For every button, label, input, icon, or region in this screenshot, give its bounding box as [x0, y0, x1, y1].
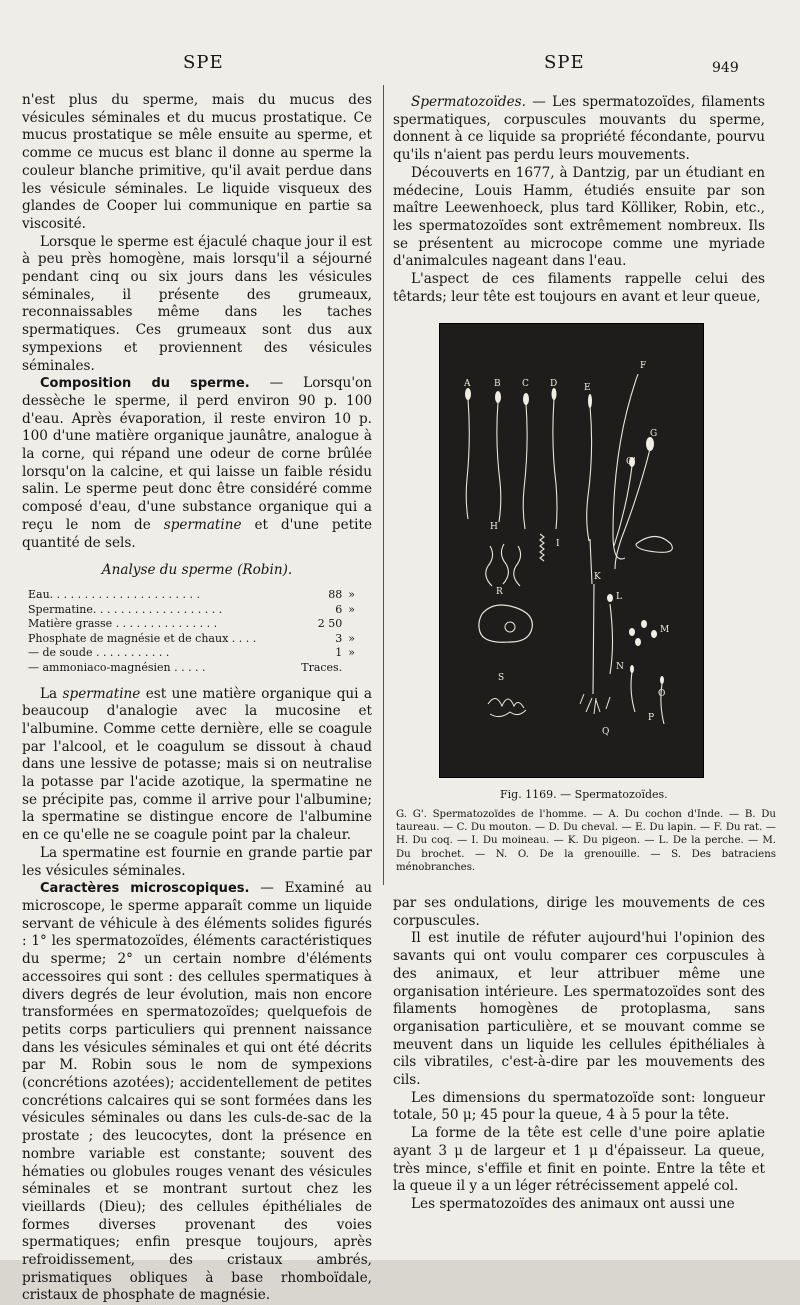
analysis-unit: » [348, 631, 355, 645]
page-number: 949 [712, 60, 739, 76]
figure-label: G [650, 429, 658, 439]
spermatozoides-text: — Les spermatozoïdes, filaments spermatiques, corpuscules mouvants du sperme, donnent à ce liquide sa propriété fécondante, pourvu qu'ils n'aient pas perdu leurs mouvements. [393, 94, 765, 164]
analysis-label: — ammoniaco-magnésien . . . . . [28, 660, 206, 674]
figure-label: M [660, 625, 670, 635]
analysis-title-source: (Robin). [232, 562, 293, 579]
sperm-r-cell [479, 605, 532, 642]
figure-caption: Fig. 1169. — Spermatozoïdes. [500, 788, 668, 801]
sperm-r-nucleus [505, 622, 515, 632]
analysis-row [28, 588, 370, 603]
caracteres-text: — Examiné au microscope, le sperme apparaît comme un liquide servant de véhicule à des éléments solides figurés : 1° les spermatozoïdes, éléments caractéristiques du sperme; 2° un certain nombre d'éléments accessoires qui sont : des cellules spermatiques à divers degrés de leur évolution, mais non encore transformées en spermatozoïdes; quelquefois de petits corps particuliers qui prennent naissance dans les vésicules séminales et qui ont été décrits par M. Robin sous le nom de sympexions (concrétions azotées); accidentellement de petites concrétions calcaires qui se sont formées dans les vésicules séminales ou dans les culs-de-sac de la prostate ; des leucocytes, dont la présence en nombre variable est constante; souvent des hématies ou globules rouges venant des vésicules séminales et se montrant surtout chez les vieillards (Dieu); des cellules épithéliales de formes diverses provenant des voies spermatiques; enfin presque toujours, après refroidissement, des cristaux ambrés, prismatiques obliques à base rhomboïdale, cristaux de phosphate de magnésie. [22, 880, 372, 1304]
analysis-value: 3 [335, 631, 343, 645]
sperm-m-head-2 [641, 620, 647, 628]
sperm-d-head [552, 388, 557, 400]
right-column-bottom [393, 895, 765, 1214]
analysis-row [28, 646, 370, 661]
analysis-row [28, 661, 370, 676]
analysis-label: Eau. . . . . . . . . . . . . . . . . . . . . . [28, 587, 201, 601]
spermatine-italic-term: spermatine [62, 685, 141, 702]
sperm-o-head [660, 676, 664, 684]
figure-label: N [616, 662, 624, 672]
analysis-row [28, 603, 370, 618]
sperm-n-tail [631, 672, 635, 712]
figure-label: L [616, 592, 622, 602]
sperm-k-tail [593, 584, 594, 694]
figure-label: F [640, 361, 647, 371]
analysis-title [22, 562, 372, 580]
figure-label: D [550, 379, 558, 389]
figure-label: P [648, 713, 655, 723]
figure-label: A [464, 379, 471, 389]
figure-legend: G. G'. Spermatozoïdes de l'homme. — A. Du cochon d'Inde. — B. Du taureau. — C. Du mouton. — D. Du cheval. — E. Du lapin. — F. Du rat. — H. Du coq. — I. Du moineau. — K. Du pigeon. — L. De la perche. — M. Du brochet. — N. O. De la grenouille. — S. Des batraciens ménobranches. [396, 809, 776, 873]
sperm-h1-tail [486, 546, 493, 586]
paragraph-spermatine [22, 686, 372, 845]
paragraph-animaux: Les spermatozoïdes des animaux ont aussi une [411, 1195, 735, 1212]
paragraph-ondulations: par ses ondulations, dirige les mouvements de ces corpuscules. [393, 895, 765, 929]
sperm-l-tail [610, 604, 613, 674]
sperm-g-head [646, 437, 654, 451]
figure-label: R [496, 587, 503, 597]
sperm-g-tail [615, 449, 650, 569]
figure-label: I [556, 539, 560, 549]
figure-label: E [584, 383, 591, 393]
sperm-c-tail [523, 404, 527, 529]
sperm-c-head [523, 393, 529, 405]
sperm-m-head-4 [635, 638, 641, 646]
sperm-cell-loop [636, 537, 672, 553]
spermatozoides-heading: Spermatozoïdes. [411, 94, 526, 110]
paragraph-composition [22, 375, 372, 552]
composition-italic-term: spermatine [163, 516, 242, 533]
spermatine-rest: est une matière organique qui a beaucoup d'analogie avec la mucosine et l'albumine. Comme cette dernière, elle se coagule par l'alcool, et le coagulum se dissout à chaud dans une lessive de potasse; mais si on neutralise la potasse par l'acide azotique, la spermatine ne se précipite pas, comme il arrive pour l'albumine; la spermatine se distingue encore de l'albumine en ce qu'elle ne se coagule point par la chaleur. [22, 685, 373, 844]
sperm-e-tail [587, 406, 592, 541]
analysis-label: — de soude . . . . . . . . . . . [28, 646, 170, 660]
analysis-value: 1 [335, 646, 343, 660]
sperm-a-head [465, 388, 471, 400]
analysis-row [28, 632, 370, 647]
composition-end: et d'une petite quantité de sels. [22, 516, 372, 551]
analysis-table [28, 588, 370, 676]
analysis-unit: » [348, 587, 355, 601]
sperm-q-cluster [580, 694, 610, 714]
figure-label: H [490, 522, 498, 532]
analysis-value: 2 50 [317, 617, 343, 631]
sperm-e-head [588, 394, 592, 408]
figure-label: S [498, 673, 505, 683]
sperm-h2-tail [501, 544, 508, 584]
left-column [22, 92, 372, 1305]
figure-label: O [658, 689, 666, 699]
paragraph-dimensions: Les dimensions du spermatozoïde sont: longueur totale, 50 μ; 45 pour la queue, 4 à 5 pour la tête. [393, 1089, 765, 1124]
column-divider [383, 85, 384, 885]
composition-heading: Composition du sperme. [40, 376, 250, 392]
analysis-unit [342, 661, 370, 676]
sperm-h3-tail [514, 546, 521, 586]
paragraph-decouverts: Découverts en 1677, à Dantzig, par un étudiant en médecine, Louis Hamm, étudiés ensuite par son maître Leewenhoeck, plus tard Kölliker, Robin, etc., les spermatozoïdes sont extrêmement nombreux. Ils se présentent au microcope comme une myriade d'animalcules nageant dans l'eau. [393, 164, 765, 270]
sperm-b-tail [497, 402, 501, 522]
sperm-b-head [495, 391, 501, 403]
spermatozoa-illustration [440, 324, 703, 777]
spermatozoa-figure [439, 323, 704, 778]
figure-label: K [594, 572, 601, 582]
sperm-i-tail [540, 534, 544, 561]
paragraph-spermatozoides [393, 94, 765, 165]
running-head-left: SPE [183, 52, 224, 73]
figure-label: Q [602, 727, 610, 737]
sperm-m-head-3 [651, 630, 657, 638]
analysis-value: 88 [328, 587, 343, 601]
sperm-k-head [590, 539, 592, 584]
analysis-title-italic: Analyse du sperme [101, 562, 233, 579]
paragraph-caracteres [22, 880, 372, 1305]
paragraph-ejacule: Lorsque le sperme est éjaculé chaque jour il est à peu près homogène, mais lorsqu'il a séjourné pendant cinq ou six jours dans les vésicules séminales, il présente des grumeaux, reconnaissables même dans les taches spermatiques. Ces grumeaux sont dus aux sympexions et proviennent des vésicules séminales. [22, 233, 372, 374]
analysis-row [28, 617, 370, 632]
caracteres-heading: Caractères microscopiques. [40, 881, 250, 897]
analysis-label: Phosphate de magnésie et de chaux . . . . [28, 631, 257, 645]
analysis-unit [342, 617, 370, 632]
composition-text: — Lorsqu'on dessèche le sperme, il perd environ 90 p. 100 d'eau. Après évaporation, il reste environ 10 p. 100 d'une matière organique jaunâtre, analogue à la corne, qui répand une odeur de corne brûlée lorsqu'on la calcine, et qui laisse un faible résidu salin. Le sperme peut donc être considéré comme composé d'eau, d'une substance organique qui a reçu le nom de [22, 375, 372, 533]
paragraph-inutile: Il est inutile de réfuter aujourd'hui l'opinion des savants qui ont voulu comparer ces corpuscules à des animaux, et leur attribuer même une organisation intérieure. Les spermatozoïdes sont des filaments homogènes de protoplasma, sans organisation particulière, et se mouvant comme se meuvent dans un liquide les cellules épithéliales à cils vibratiles, c'est-à-dire par les mouvements des cils. [393, 930, 765, 1089]
paragraph-forme: La forme de la tête est celle d'une poire aplatie ayant 3 μ de largeur et 1 μ d'épaisseur. La queue, très mince, s'effile et finit en pointe. Entre la tête et la queue il y a un léger rétrécissement appelé col. [393, 1125, 765, 1195]
analysis-label: Spermatine. . . . . . . . . . . . . . . . . . . [28, 602, 223, 616]
analysis-value: 6 [335, 602, 343, 616]
analysis-label: Matière grasse . . . . . . . . . . . . . . . [28, 617, 218, 631]
sperm-d-tail [553, 399, 557, 529]
figure-label: C [522, 379, 529, 389]
analysis-unit: » [348, 646, 355, 660]
right-column-top [393, 94, 765, 306]
analysis-value: Traces. [301, 660, 343, 674]
spermatine-start: La [40, 685, 63, 702]
analysis-unit: » [348, 602, 355, 616]
figure-label: B [494, 379, 501, 389]
paragraph-fournie: La spermatine est fournie en grande partie par les vésicules séminales. [22, 844, 372, 879]
sperm-l-head [607, 594, 613, 602]
paragraph-aspect: L'aspect de ces filaments rappelle celui des têtards; leur tête est toujours en avant et leur queue, [393, 271, 765, 305]
sperm-n-head [630, 665, 634, 673]
running-head-right: SPE [544, 52, 585, 73]
sperm-a-tail [466, 399, 469, 519]
figure-label: G' [626, 457, 636, 467]
sperm-m-head-1 [629, 628, 635, 636]
sperm-s-cluster [488, 698, 526, 716]
paragraph-mucus: n'est plus du sperme, mais du mucus des vésicules séminales et du mucus prostatique. Ce mucus prostatique se mêle ensuite au sperme, et comme ce mucus est blanc il donne au sperme la couleur blanche primitive, qu'il avait perdue dans les vésicule séminales. Le liquide visqueux des glandes de Cooper lui communique en partie sa viscosité. [22, 92, 372, 232]
